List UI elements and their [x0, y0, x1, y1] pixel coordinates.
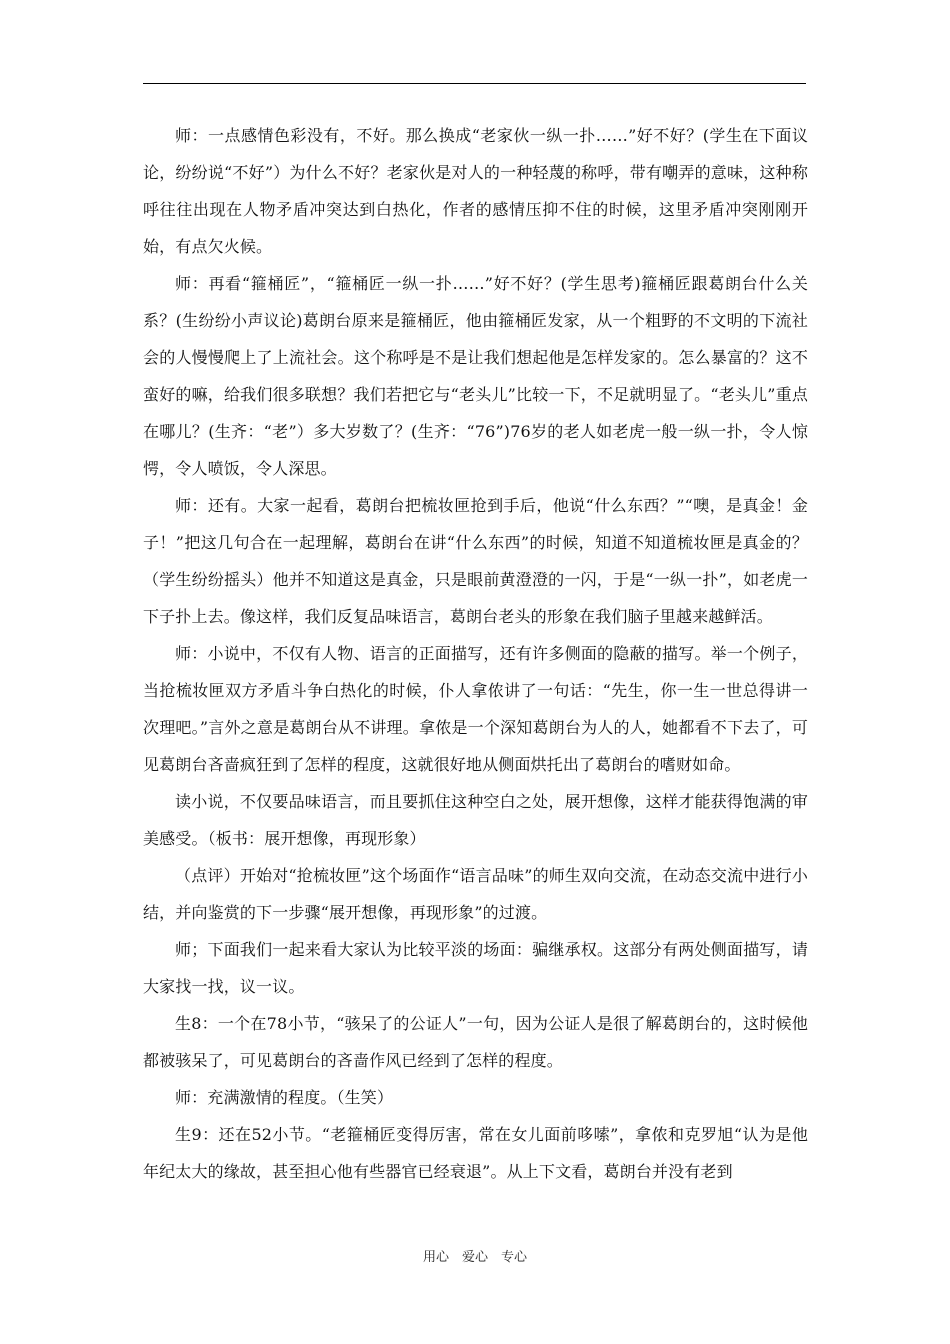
paragraph-5: 读小说，不仅要品味语言，而且要抓住这种空白之处，展开想像，这样才能获得饱满的审美感受。（板书：展开想像，再现形象） [143, 792, 808, 848]
page-footer: 用心 爱心 专心 [422, 1250, 527, 1265]
document-body [143, 117, 808, 1190]
paragraph-10: 生9：还在52小节。“老箍桶匠变得厉害，常在女儿面前哆嗦”，拿侬和克罗旭“认为是他年纪太大的缘故，甚至担心他有些器官已经衰退”。从上下文看，葛朗台并没有老到 [143, 1125, 808, 1181]
paragraph-2: 师：再看“箍桶匠”，“箍桶匠一纵一扑……”好不好？(学生思考)箍桶匠跟葛朗台什么关系？(生纷纷小声议论)葛朗台原来是箍桶匠，他由箍桶匠发家，从一个粗野的不文明的下流社会的人慢慢爬上了上流社会。这个称呼是不是让我们想起他是怎样发家的。怎么暴富的？这不蛮好的嘛，给我们很多联想？我们若把它与“老头儿”比较一下，不足就明显了。“老头儿”重点在哪儿？(生齐：“老”）多大岁数了？(生齐：“76”)76岁的老人如老虎一般一纵一扑，令人惊愕，令人喷饭，令人深思。 [143, 274, 808, 478]
paragraph-4: 师：小说中，不仅有人物、语言的正面描写，还有许多侧面的隐蔽的描写。举一个例子，当抢梳妆匣双方矛盾斗争白热化的时候，仆人拿侬讲了一句话：“先生，你一生一世总得讲一次理吧。”言外之意是葛朗台从不讲理。拿侬是一个深知葛朗台为人的人，她都看不下去了，可见葛朗台吝啬疯狂到了怎样的程度，这就很好地从侧面烘托出了葛朗台的嗜财如命。 [143, 644, 808, 774]
header-rule [143, 83, 806, 84]
paragraph-3: 师：还有。大家一起看，葛朗台把梳妆匣抢到手后，他说“什么东西？”“噢，是真金！金子！”把这几句合在一起理解，葛朗台在讲“什么东西”的时候，知道不知道梳妆匣是真金的？（学生纷纷摇头）他并不知道这是真金，只是眼前黄澄澄的一闪，于是“一纵一扑”，如老虎一下子扑上去。像这样，我们反复品味语言，葛朗台老头的形象在我们脑子里越来越鲜活。 [143, 496, 808, 626]
paragraph-9: 师：充满激情的程度。（生笑） [175, 1088, 394, 1107]
paragraph-6: （点评）开始对“抢梳妆匣”这个场面作“语言品味”的师生双向交流，在动态交流中进行小结，并向鉴赏的下一步骤“展开想像，再现形象”的过渡。 [143, 866, 808, 922]
paragraph-1: 师：一点感情色彩没有，不好。那么换成“老家伙一纵一扑……”好不好？(学生在下面议论，纷纷说“不好”）为什么不好？老家伙是对人的一种轻蔑的称呼，带有嘲弄的意味，这种称呼往往出现在人物矛盾冲突达到白热化，作者的感情压抑不住的时候，这里矛盾冲突刚刚开始，有点欠火候。 [143, 126, 808, 256]
paragraph-7: 师；下面我们一起来看大家认为比较平淡的场面：骗继承权。这部分有两处侧面描写，请大家找一找，议一议。 [143, 940, 808, 996]
paragraph-8: 生8：一个在78小节，“骇呆了的公证人”一句，因为公证人是很了解葛朗台的，这时候他都被骇呆了，可见葛朗台的吝啬作风已经到了怎样的程度。 [143, 1014, 808, 1070]
